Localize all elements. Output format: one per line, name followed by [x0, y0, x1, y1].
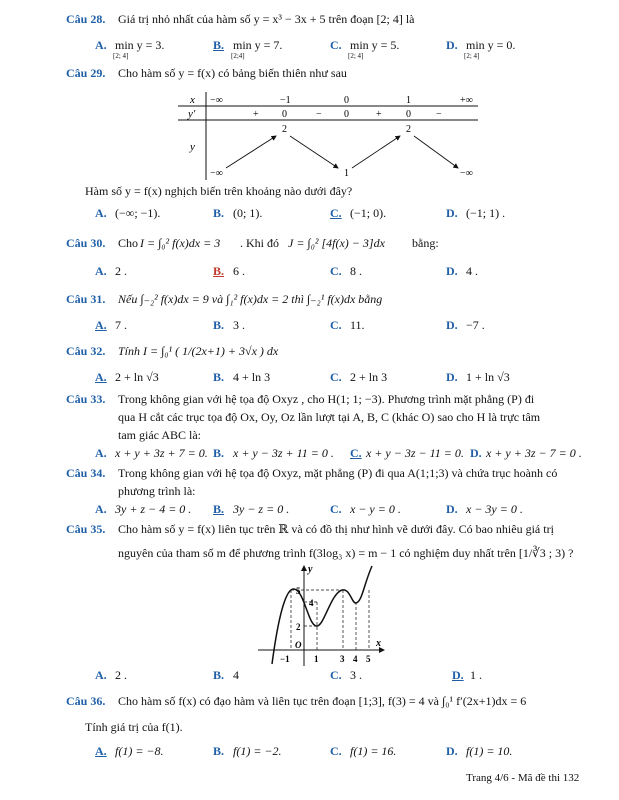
q30-option-a-text: 2 .: [115, 264, 127, 278]
q36-option-d-text: f(1) = 10.: [466, 744, 513, 758]
q36-option-b-text: f(1) = −2.: [233, 744, 282, 758]
q28-option-a-letter: A.: [95, 38, 107, 52]
q29-option-c-text: (−1; 0).: [350, 206, 387, 220]
q30-integral-i: I = ∫₀² f(x)dx = 3: [140, 236, 221, 250]
q34-option-b-letter: B.: [213, 502, 225, 516]
q32-option-a-letter: A.: [95, 370, 107, 384]
table-x-val-1: −1: [280, 95, 291, 106]
q31-option-a-letter: A.: [95, 318, 107, 332]
q29-option-a-text: (−∞; −1).: [115, 206, 161, 220]
table-arrow-up-1: [226, 136, 276, 168]
table-y-label: y: [190, 141, 195, 153]
q28-option-a-text: min y = 3.: [115, 38, 165, 52]
table-sign-1: 0: [282, 109, 287, 120]
q34-option-a-letter: A.: [95, 502, 107, 516]
q31-stem: Nếu ∫₋₂² f(x)dx = 9 và ∫₁² f(x)dx = 2 thì ∫₋₂¹ f(x)dx bằng: [118, 292, 383, 306]
graph-x-tick-3: 3: [340, 654, 345, 664]
q34-number: Câu 34.: [66, 466, 106, 480]
q31-option-d-letter: D.: [446, 318, 458, 332]
q31-option-a-text: 7 .: [115, 318, 127, 332]
table-x-val-4: +∞: [460, 95, 473, 106]
table-y-right: −∞: [460, 168, 473, 179]
q36-option-b-letter: B.: [213, 744, 225, 758]
q32-stem: Tính I = ∫₀¹ ( 1/(2x+1) + 3√x ) dx: [118, 344, 279, 358]
q28-option-d-sub: [2; 4]: [464, 52, 480, 60]
q36-option-c-letter: C.: [330, 744, 342, 758]
graph-x-tick-neg1: −1: [280, 654, 290, 664]
q31-option-d-text: −7 .: [466, 318, 485, 332]
q31-option-c-letter: C.: [330, 318, 342, 332]
q28-number: Câu 28.: [66, 12, 106, 26]
q30-option-d-letter: D.: [446, 264, 458, 278]
table-arrow-down-1: [290, 136, 338, 168]
q29-option-c-letter: C.: [330, 206, 342, 220]
q28-option-c-sub: [2; 4]: [348, 52, 364, 60]
q35-option-d-text: 1 .: [470, 668, 482, 682]
q29-number: Câu 29.: [66, 66, 106, 80]
q28-option-c-text: min y = 5.: [350, 38, 400, 52]
q30-option-b-text: 6 .: [233, 264, 245, 278]
page-footer: Trang 4/6 - Mã đề thi 132: [466, 772, 580, 784]
q32-option-c-letter: C.: [330, 370, 342, 384]
table-x-val-2: 0: [344, 95, 349, 106]
q30-option-a-letter: A.: [95, 264, 107, 278]
q33-option-b-text: x + y − 3z + 11 = 0 .: [233, 446, 334, 460]
q35-option-d-letter: D.: [452, 668, 464, 682]
q36-option-d-letter: D.: [446, 744, 458, 758]
q32-option-d-text: 1 + ln √3: [466, 370, 510, 384]
q28-option-b-sub: [2;4]: [231, 52, 245, 60]
q34-option-c-text: x − y = 0 .: [350, 502, 401, 516]
q28-option-c-letter: C.: [330, 38, 342, 52]
graph-x-label: x: [376, 638, 381, 649]
q35-option-b-letter: B.: [213, 668, 225, 682]
q34-option-c-letter: C.: [330, 502, 342, 516]
q30-option-c-text: 8 .: [350, 264, 362, 278]
q29-question: Hàm số y = f(x) nghịch biến trên khoảng nào dưới đây?: [85, 184, 353, 198]
q32-option-a-text: 2 + ln √3: [115, 370, 159, 384]
q28-option-d-letter: D.: [446, 38, 458, 52]
q36-option-a-letter: A.: [95, 744, 107, 758]
q32-option-c-text: 2 + ln 3: [350, 370, 388, 384]
q31-number: Câu 31.: [66, 292, 106, 306]
table-y-peak2: 2: [406, 124, 411, 135]
q34-line2: phương trình là:: [118, 484, 196, 498]
q29-stem: Cho hàm số y = f(x) có bảng biến thiên như sau: [118, 66, 347, 80]
q28-option-a-sub: [2; 4]: [113, 52, 129, 60]
table-x-val-0: −∞: [210, 95, 223, 106]
q33-number: Câu 33.: [66, 392, 106, 406]
table-y-peak1: 2: [282, 124, 287, 135]
q30-option-d-text: 4 .: [466, 264, 478, 278]
q31-option-b-text: 3 .: [233, 318, 245, 332]
q34-option-a-text: 3y + z − 4 = 0 .: [115, 502, 192, 516]
q35-option-c-text: 3 .: [350, 668, 362, 682]
q33-option-d-letter: D.: [470, 446, 482, 460]
graph-curve: [272, 566, 372, 664]
q29-option-b-letter: B.: [213, 206, 225, 220]
table-sign-5: 0: [406, 109, 411, 120]
graph-x-tick-1: 1: [314, 654, 319, 664]
q31-option-b-letter: B.: [213, 318, 225, 332]
q30-option-b-letter: B.: [213, 264, 225, 278]
table-sign-4: +: [376, 109, 382, 120]
q36-line2: Tính giá trị của f(1).: [85, 720, 183, 734]
graph-y-tick-2: 2: [296, 622, 301, 632]
q29-option-a-letter: A.: [95, 206, 107, 220]
q33-line3: tam giác ABC là:: [118, 428, 201, 442]
q32-option-b-letter: B.: [213, 370, 225, 384]
q35-line2: nguyên của tham số m để phương trình f(3log₃ x) = m − 1 có nghiệm duy nhất trên [1/∛3 ; 3) ?: [118, 546, 574, 560]
q35-option-c-letter: C.: [330, 668, 342, 682]
q32-number: Câu 32.: [66, 344, 106, 358]
q35-option-b-text: 4: [233, 668, 239, 682]
q33-option-c-text: x + y − 3z − 11 = 0.: [366, 446, 464, 460]
graph-y-label: y: [308, 564, 313, 575]
q36-option-c-text: f(1) = 16.: [350, 744, 397, 758]
q28-option-b-text: min y = 7.: [233, 38, 283, 52]
variation-table: [178, 92, 483, 182]
q30-integral-j: J = ∫₀² [4f(x) − 3]dx: [288, 236, 385, 250]
graph-y-tick-5: 5: [296, 586, 301, 596]
graph-y-tick-4: 4: [309, 598, 314, 608]
q35-option-a-letter: A.: [95, 668, 107, 682]
q34-option-d-letter: D.: [446, 502, 458, 516]
table-sign-2: −: [316, 109, 322, 120]
table-y-mid: 1: [344, 168, 349, 179]
table-arrow-up-2: [352, 136, 400, 168]
table-y-left: −∞: [210, 168, 223, 179]
table-sign-0: +: [253, 109, 259, 120]
q35-number: Câu 35.: [66, 522, 106, 536]
q34-line1: Trong không gian với hệ tọa độ Oxyz, mặt phẳng (P) đi qua A(1;1;3) và chứa trục hoành có: [118, 466, 558, 480]
q31-option-c-text: 11.: [350, 318, 365, 332]
q34-option-d-text: x − 3y = 0 .: [466, 502, 523, 516]
q36-line1: Cho hàm số f(x) có đạo hàm và liên tục trên đoạn [1;3], f(3) = 4 và ∫₀¹ f′(2x+1)dx = 6: [118, 694, 527, 708]
q30-text-c: . Khi đó: [240, 236, 279, 250]
table-x-val-3: 1: [406, 95, 411, 106]
q28-option-b-letter: B.: [213, 38, 225, 52]
q33-option-a-text: x + y + 3z + 7 = 0.: [115, 446, 208, 460]
q30-number: Câu 30.: [66, 236, 106, 250]
q29-option-d-text: (−1; 1) .: [466, 206, 506, 220]
q35-line1: Cho hàm số y = f(x) liên tục trên ℝ và có đồ thị như hình vẽ dưới đây. Có bao nhiêu giá trị: [118, 522, 554, 536]
graph-x-tick-4: 4: [353, 654, 358, 664]
q36-number: Câu 36.: [66, 694, 106, 708]
graph-x-tick-5: 5: [366, 654, 371, 664]
q30-text-e: bằng:: [412, 236, 439, 250]
q34-option-b-text: 3y − z = 0 .: [233, 502, 290, 516]
q32-option-d-letter: D.: [446, 370, 458, 384]
q33-option-a-letter: A.: [95, 446, 107, 460]
q35-option-a-text: 2 .: [115, 668, 127, 682]
q28-option-d-text: min y = 0.: [466, 38, 516, 52]
q30-text-a: Cho: [118, 236, 139, 250]
q33-option-c-letter: C.: [350, 446, 362, 460]
q29-option-d-letter: D.: [446, 206, 458, 220]
q33-option-d-text: x + y + 3z − 7 = 0 .: [486, 446, 582, 460]
q33-line2: qua H cắt các trục tọa độ Ox, Oy, Oz lần lượt tại A, B, C (khác O) sao cho H là trực tâm: [118, 410, 541, 424]
table-sign-6: −: [436, 109, 442, 120]
q33-option-b-letter: B.: [213, 446, 225, 460]
function-graph: [258, 564, 388, 668]
table-arrow-down-2: [414, 136, 458, 168]
q32-option-b-text: 4 + ln 3: [233, 370, 271, 384]
table-yp-label: y': [188, 108, 196, 120]
q33-line1: Trong không gian với hệ tọa độ Oxyz , cho H(1; 1; −3). Phương trình mặt phẳng (P) đi: [118, 392, 535, 406]
q28-stem: Giá trị nhỏ nhất của hàm số y = x³ − 3x + 5 trên đoạn [2; 4] là: [118, 12, 415, 26]
q30-option-c-letter: C.: [330, 264, 342, 278]
graph-origin: O: [295, 640, 302, 650]
q36-option-a-text: f(1) = −8.: [115, 744, 164, 758]
table-sign-3: 0: [344, 109, 349, 120]
q29-option-b-text: (0; 1).: [233, 206, 263, 220]
table-x-label: x: [190, 94, 195, 106]
